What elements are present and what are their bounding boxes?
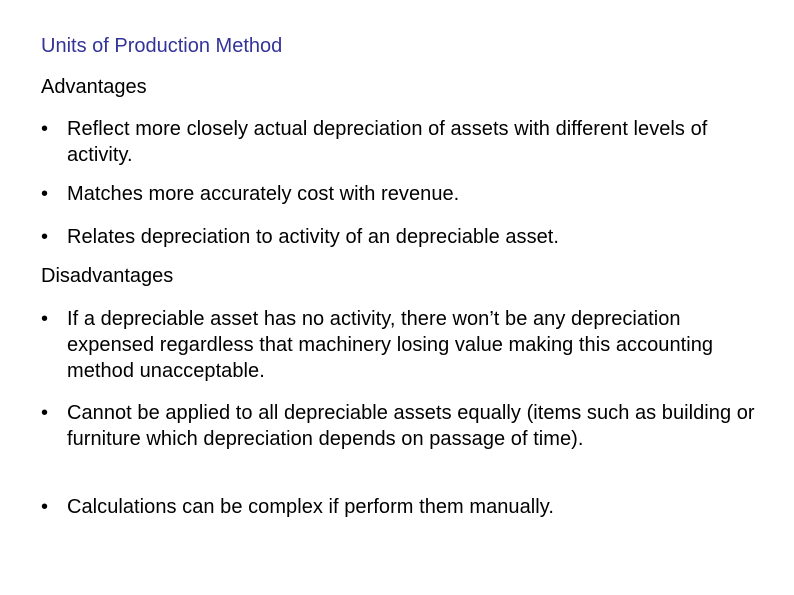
- disadvantage-item-text: If a depreciable asset has no activity, there won’t be any depreciation expensed regardless that machinery losing value making this accounting method unacceptable.: [67, 308, 714, 382]
- advantage-item-text: Matches more accurately cost with revenue.: [67, 183, 460, 205]
- advantage-item-text: Relates depreciation to activity of an depreciable asset.: [67, 226, 560, 248]
- advantage-item-text: Reflect more closely actual depreciation of assets with different levels of activity.: [67, 118, 708, 166]
- slide-title: Units of Production Method: [41, 35, 283, 57]
- bullet-icon: •: [41, 402, 49, 424]
- bullet-icon: •: [41, 496, 49, 518]
- advantage-item: [41, 224, 761, 250]
- advantage-item: [41, 116, 761, 168]
- advantage-item: [41, 181, 761, 207]
- bullet-icon: •: [41, 226, 49, 248]
- disadvantages-heading: Disadvantages: [41, 265, 174, 287]
- advantages-heading: Advantages: [41, 76, 147, 98]
- disadvantage-item: [41, 400, 761, 452]
- disadvantage-item: [41, 494, 761, 520]
- disadvantage-item-text: Cannot be applied to all depreciable assets equally (items such as building or furniture which depreciation depends on passage of time).: [67, 402, 755, 450]
- bullet-icon: •: [41, 308, 49, 330]
- disadvantage-item: [41, 306, 761, 384]
- bullet-icon: •: [41, 118, 49, 140]
- disadvantage-item-text: Calculations can be complex if perform them manually.: [67, 496, 554, 518]
- bullet-icon: •: [41, 183, 49, 205]
